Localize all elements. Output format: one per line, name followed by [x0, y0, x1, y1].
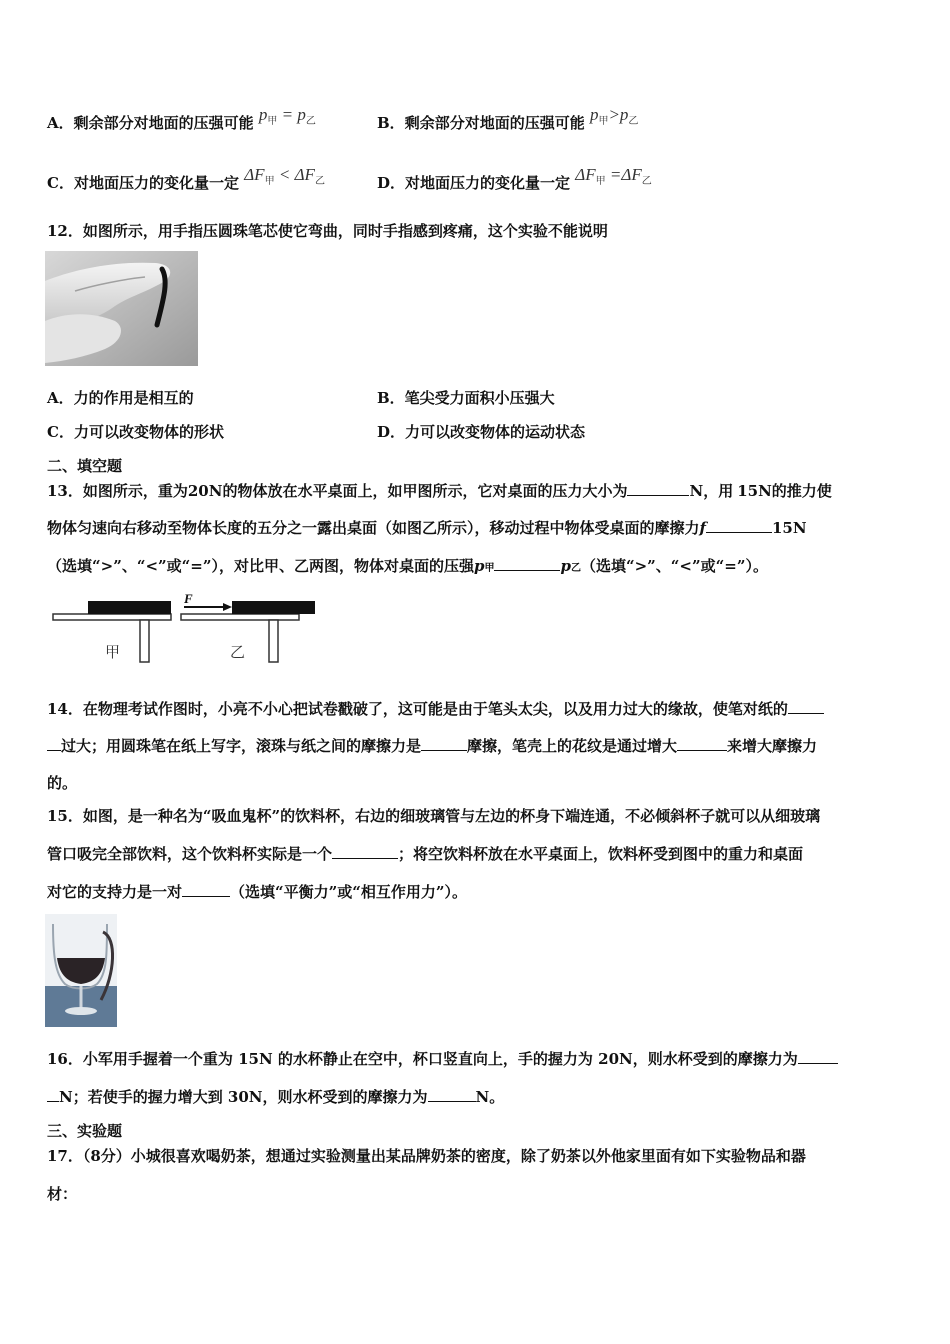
- yi-label: 乙: [230, 644, 246, 661]
- q13-blank-3[interactable]: [494, 556, 560, 571]
- q16-line-2: N；若使手的握力增大到 30N，则水杯受到的摩擦力为 N。: [47, 1087, 504, 1107]
- q15-blank-2[interactable]: [182, 882, 230, 897]
- jia-label: 甲: [105, 644, 121, 661]
- section-fill-in-heading: 二、填空题: [47, 457, 123, 475]
- finger-pressing-pen-image: [45, 251, 198, 366]
- jia-table-top: [53, 614, 171, 620]
- q14-blank-3[interactable]: [677, 736, 727, 751]
- q14-line-2: 过大；用圆珠笔在纸上写字，滚珠与纸之间的摩擦力是 摩擦，笔壳上的花纹是通过增大 来增大摩擦力: [47, 736, 817, 756]
- q12-stem: 12．如图所示，用手指压圆珠笔芯使它弯曲，同时手指感到疼痛，这个实验不能说明: [47, 222, 608, 240]
- q17-line-2: 材：: [47, 1185, 78, 1203]
- q13-line-2: 物体匀速向右移动至物体长度的五分之一露出桌面（如图乙所示），移动过程中物体受桌面的摩擦力f 15N: [47, 519, 807, 537]
- q12-option-d: D．力可以改变物体的运动状态: [377, 423, 586, 441]
- q13-blank-1[interactable]: [627, 481, 689, 496]
- q11-option-b: B．剩余部分对地面的压强可能 $p_甲>p_乙$: [377, 105, 639, 132]
- q12-finger-photo: [45, 251, 198, 366]
- yi-block: [232, 601, 315, 614]
- q12-option-c: C．力可以改变物体的形状: [47, 423, 224, 441]
- q15-line-1: 15．如图，是一种名为“吸血鬼杯”的饮料杯，右边的细玻璃管与左边的杯身下端连通，不必倾斜杯子就可以从细玻璃: [47, 807, 821, 825]
- q16-blank-2[interactable]: [428, 1087, 476, 1102]
- q17-line-1: 17．（8分）小城很喜欢喝奶茶，想通过实验测量出某品牌奶茶的密度，除了奶茶以外他家里面有如下实验物品和器: [47, 1147, 806, 1165]
- q11-option-a: A．剩余部分对地面的压强可能 $p_甲 = p_乙$: [47, 105, 316, 132]
- force-arrowhead: [223, 603, 232, 611]
- force-label: F: [184, 593, 193, 606]
- q15-line-2: 管口吸完全部饮料，这个饮料杯实际是一个 ；将空饮料杯放在水平桌面上，饮料杯受到图中的重力和桌面: [47, 845, 804, 863]
- q11-option-c: C．对地面压力的变化量一定 $\Delta F_甲 < \Delta F_乙$: [47, 165, 325, 192]
- q16-line-1: 16．小军用手握着一个重为 15N 的水杯静止在空中，杯口竖直向上，手的握力为 20N，则水杯受到的摩擦力为: [47, 1049, 838, 1069]
- q13-line-1: 13．如图所示，重为20N的物体放在水平桌面上，如甲图所示，它对桌面的压力大小为 N，用 15N的推力使: [47, 482, 832, 500]
- section-experiment-heading: 三、实验题: [47, 1122, 123, 1140]
- q14-blank-1b[interactable]: [47, 736, 61, 751]
- jia-block: [88, 601, 171, 614]
- q14-blank-2[interactable]: [421, 736, 467, 751]
- q13-blank-2[interactable]: [706, 518, 772, 533]
- q16-blank-1b[interactable]: [47, 1087, 59, 1102]
- q14-line-1: 14．在物理考试作图时，小亮不小心把试卷戳破了，这可能是由于笔头太尖，以及用力过大的缘故，使笔对纸的: [47, 699, 824, 719]
- q13-line-3: （选填“>”、“<”或“=”），对比甲、乙两图，物体对桌面的压强p甲 p乙（选填“>”、“<”或“=”）。: [47, 557, 768, 575]
- q12-option-b: B．笔尖受力面积小压强大: [377, 389, 555, 407]
- q14-blank-1a[interactable]: [788, 699, 824, 714]
- q14-line-3: 的。: [47, 774, 78, 792]
- q13-figure: [50, 593, 320, 668]
- yi-table-top: [181, 614, 299, 620]
- q12-option-a: A．力的作用是相互的: [47, 389, 194, 407]
- jia-table-leg: [140, 620, 149, 662]
- q15-line-3: 对它的支持力是一对 （选填“平衡力”或“相互作用力”）。: [47, 883, 468, 901]
- q16-blank-1a[interactable]: [798, 1049, 838, 1064]
- q11-option-d: D．对地面压力的变化量一定 $\Delta F_甲 =\Delta F_乙$: [377, 165, 652, 192]
- vampire-cup-image: [45, 914, 117, 1027]
- q15-blank-1[interactable]: [332, 844, 398, 859]
- q15-vampire-cup-photo: [45, 914, 117, 1027]
- yi-table-leg: [269, 620, 278, 662]
